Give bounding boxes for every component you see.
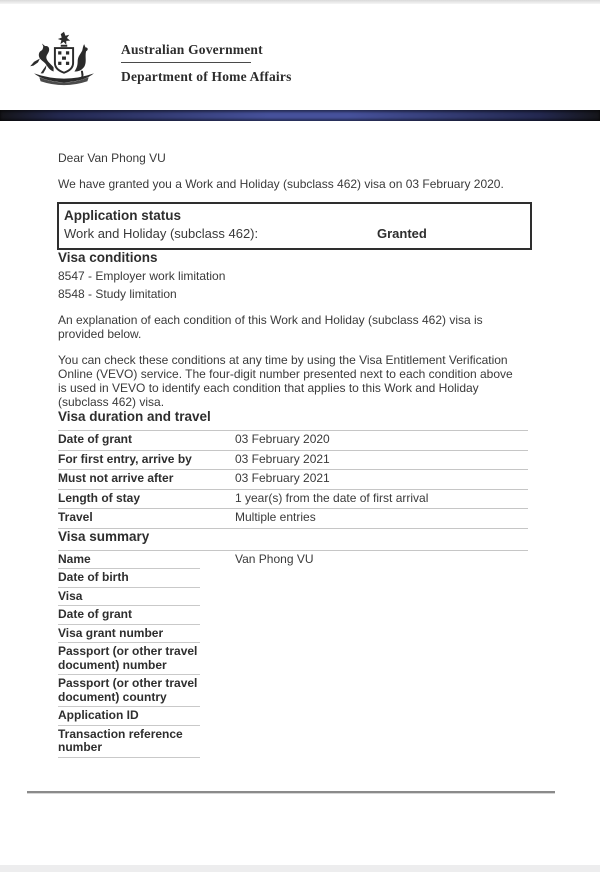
visa-condition-item: 8548 - Study limitation: [58, 286, 177, 301]
conditions-explanation: An explanation of each condition of this Work and Holiday (subclass 462) visa is provided below.: [58, 313, 483, 341]
application-status-row: [64, 225, 530, 243]
header-accent-bar: [0, 110, 600, 121]
application-status-item: Work and Holiday (subclass 462):: [64, 226, 259, 241]
footer-divider: [27, 791, 555, 794]
department-title: Department of Home Affairs: [121, 68, 292, 84]
table-row: [58, 551, 528, 570]
row-value: 03 February 2021: [235, 471, 330, 485]
row-label: Visa grant number: [58, 625, 164, 640]
table-row: [58, 643, 528, 675]
visa-summary-table: [58, 550, 528, 758]
table-row: [58, 588, 528, 607]
table-row: [58, 451, 528, 471]
row-value: Multiple entries: [235, 510, 316, 524]
letter-body: [58, 121, 528, 758]
row-label: Passport (or other travel document) number: [58, 644, 198, 672]
table-row: [58, 470, 528, 490]
letterhead-divider: [121, 62, 251, 63]
row-value: [235, 677, 528, 704]
row-value: [235, 728, 528, 755]
grant-intro: We have granted you a Work and Holiday (subclass 462) visa on 03 February 2020.: [58, 177, 504, 191]
row-value: [235, 571, 528, 585]
row-label: Visa: [58, 588, 83, 603]
row-value: 03 February 2021: [235, 451, 330, 466]
australian-coat-of-arms-icon: [25, 28, 103, 98]
table-row: [58, 490, 528, 510]
government-title: Australian Government: [121, 41, 263, 57]
row-label: Transaction reference number: [58, 726, 183, 754]
row-label: Date of grant: [58, 607, 133, 621]
table-row: [58, 431, 528, 451]
row-label: Length of stay: [58, 490, 141, 505]
row-value: 1 year(s) from the date of first arrival: [235, 490, 429, 505]
salutation: Dear Van Phong VU: [58, 151, 166, 165]
row-value: 03 February 2020: [235, 432, 330, 446]
vevo-note: You can check these conditions at any time by using the Visa Entitlement Verification Online (VEVO) service. The four-digit number presented next to each condition above is used in VEVO to identify each condition that applies to this Work and Holiday (subclass 462) visa.: [58, 353, 513, 409]
table-row: [58, 707, 528, 726]
visa-duration-heading: Visa duration and travel: [58, 409, 211, 424]
row-label: Must not arrive after: [58, 471, 174, 485]
visa-conditions-heading: Visa conditions: [58, 250, 158, 265]
row-value: [235, 608, 528, 622]
row-value: [235, 645, 528, 672]
table-row: [58, 675, 528, 707]
row-label: Name: [58, 551, 91, 566]
visa-condition-item: 8547 - Employer work limitation: [58, 269, 226, 283]
table-row: [58, 625, 528, 644]
page-top-edge: [0, 0, 600, 4]
letterhead: [25, 28, 292, 98]
table-row: [58, 606, 528, 625]
row-value: [235, 709, 528, 723]
application-status-title: Application status: [64, 208, 182, 223]
row-label: Application ID: [58, 708, 139, 722]
table-row: [58, 509, 528, 529]
row-label: Passport (or other travel document) country: [58, 676, 198, 704]
row-value: [235, 627, 528, 641]
visa-summary-heading: Visa summary: [58, 528, 150, 544]
row-label: Date of grant: [58, 432, 133, 446]
row-label: Travel: [58, 510, 93, 524]
table-row: [58, 726, 528, 758]
table-row: [58, 569, 528, 588]
letterhead-titles: [121, 42, 292, 85]
page-bottom-edge: [0, 865, 600, 872]
row-label: For first entry, arrive by: [58, 451, 192, 466]
row-value: [235, 590, 528, 604]
application-status-value: Granted: [377, 226, 427, 241]
visa-duration-table: [58, 430, 528, 529]
application-status-box: [57, 202, 532, 250]
row-value: Van Phong VU: [235, 551, 314, 566]
row-label: Date of birth: [58, 570, 129, 584]
